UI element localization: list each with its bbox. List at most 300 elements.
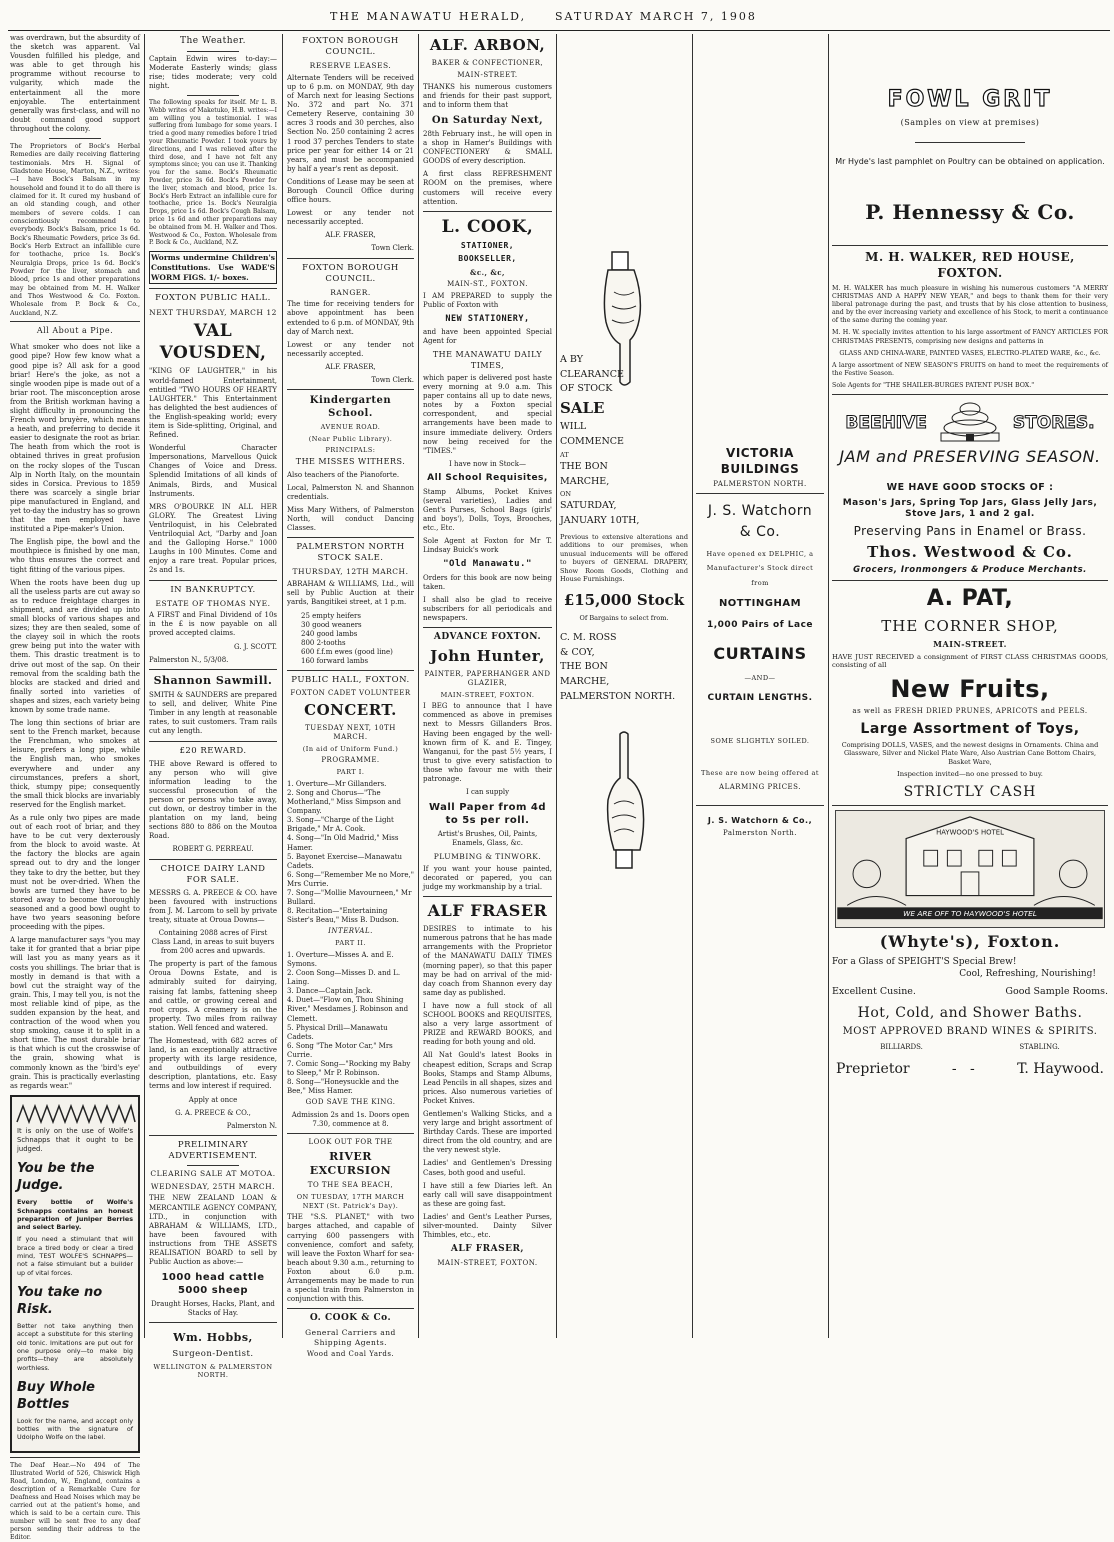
programme-item: 8. Song—"Honeysuckle and the Bee," Miss Hamer. bbox=[287, 1078, 399, 1096]
bargains-text: Of Bargains to select from. bbox=[579, 613, 669, 622]
sale-line: AT bbox=[560, 450, 569, 459]
article-text: was overdrawn, but the absurdity of the sketch was apparent. Val Vousden fulfilled his pledge, and was able to get through his programme without recourse to vulgarity, which made the entertainment all the more enjoyable. The entertainment generally was first-class, and will no doubt command good support throughout the colony. bbox=[10, 34, 140, 133]
hunter-list: Artist's Brushes, Oil, Paints, Enamels, Glass, &c. bbox=[437, 830, 538, 848]
divider bbox=[49, 138, 101, 139]
pipe-paragraph: When the roots have been dug up all the useless parts are cut away so as to reduce freightage charges in shipment, and are divided up into small blocks of various shapes and sizes; they are then sealed, some of the clayey soil in which the roots grew being put into the water with them. This drastic treatment is to drive out most of the sap. On their removal from the scalding bath the blocks are stacked and dried and finally sorted into varieties of shapes and sizes, each variety being known by some trade name. bbox=[10, 578, 140, 714]
nottingham: NOTTINGHAM bbox=[718, 597, 802, 609]
pipe-paragraph: A large manufacturer says "you may take it for granted that a briar pipe will last you as many years as it costs you shillings. The briar that is mostly in demand is that with a bowl cut the straight way of the grain. This, I may tell you, is not the most reliable kind of pipe, as the sudden expansion by the heat, and contraction of the wood when you stop smoking, cause it to split in a short time. The most durable briar is that which is cut the crosswise of the grain, showing what is commonly known as the 'bird's eye' grain. This is practically everlasting as regards wear." bbox=[10, 936, 140, 1090]
val-text: MRS O'BOURKE IN ALL HER GLORY. The Greatest Living Ventriloquist, in his Celebrated Ventriloquial Act, "Darby and Joan and the Galloping Horse." 1000 Laughs in 100 Minutes. Come and enjoy a rare treat. Popular prices, 2s and 1s. bbox=[149, 502, 277, 575]
pipe-paragraph: The English pipe, the bowl and the mouthpiece is finished by one man, who thus ensures the correct and tight fitting of the various pipes. bbox=[10, 538, 140, 574]
offered-line: These are now being offered at bbox=[701, 769, 819, 778]
bc-signature: ALF. FRASER, bbox=[325, 231, 376, 240]
fruits-sub: as well as FRESH DRIED PRUNES, APRICOTS and PEELS. bbox=[852, 707, 1088, 716]
fraser-title: ALF FRASER bbox=[427, 901, 548, 921]
bc-text: Lowest or any tender not necessarily accepted. bbox=[287, 209, 414, 227]
part-1-heading: PART I. bbox=[336, 768, 365, 777]
deaf-notice: The Deaf Hear.—No 494 of The Illustrated World of 526, Chiswick High Road, London, W., England, contains a description of a Remarkable Cure for Deafness and Head Noises which may be carried out at the patient's home, and which is said to be a certain cure. This number will be sent free to any deaf person sending their address to the Editor. bbox=[10, 1461, 140, 1542]
programme-item: 5. Bayonet Exercise—Manawatu Cadets. bbox=[287, 852, 403, 870]
lcook-book: "Old Manawatu." bbox=[443, 559, 532, 570]
dairy-signature: G. A. PREECE & CO., bbox=[175, 1108, 251, 1117]
pipe-paragraph: The long thin sections of briar are sent to the French market, because the Frenchman, who smokes at leisure, prefers a long pipe, while the English man, who smokes everywhere and under any circumstances, prefers a short, thick, stumpy pipe; consequently the small thick blocks are invariably reserved for the English market. bbox=[10, 719, 140, 809]
river-text: THE "S.S. PLANET," with two barges attached, and capable of carrying 600 passengers with convenience, comfort and safety, will leave the Foxton Wharf for sea-beach about 9.30 a.m., returning to Foxton about 6.0 p.m. Arrangements may be made to run a special train from Palmerston in conjunction with this. bbox=[287, 1213, 414, 1304]
cuisine-row bbox=[832, 986, 1108, 998]
ross-line: C. M. ROSS bbox=[560, 631, 617, 643]
programme-part-2 bbox=[287, 951, 414, 1097]
kindergarten-heading: Kindergarten School. bbox=[309, 395, 392, 420]
concert-hall: PUBLIC HALL, FOXTON. bbox=[291, 675, 410, 686]
programme-item: 7. Comic Song—"Rocking my Baby to Sleep," Mr P. Robinson. bbox=[287, 1060, 411, 1078]
lcook-text: Sole Agent at Foxton for Mr T. Lindsay Buick's work bbox=[423, 537, 552, 555]
baths-line: Hot, Cold, and Shower Baths. bbox=[857, 1004, 1083, 1021]
fraser-text: All Nat Gould's latest Books in cheapest edition, Scraps and Scrap Books, Stamps and Stamp Albums, Lead Pencils in all shapes, sizes and prices. Also numerous varieties of Pocket Knives. bbox=[423, 1051, 552, 1105]
beehive-banner bbox=[832, 401, 1108, 445]
pans-line: Preserving Pans in Enamel or Brass. bbox=[853, 523, 1087, 538]
dairy-text: The Homestead, with 682 acres of land, is an exceptionally attractive property with its large residence, and outbuildings of every description, plantations, etc. Easy terms and low interest if required. bbox=[149, 1037, 277, 1091]
proprietor-label: Preprietor bbox=[836, 1060, 910, 1077]
reward-signature: ROBERT G. PERREAU. bbox=[172, 845, 254, 854]
divider bbox=[696, 493, 824, 494]
proprietor-name: T. Haywood. bbox=[1017, 1060, 1104, 1077]
jam-heading: JAM and PRESERVING SEASON. bbox=[839, 447, 1101, 467]
walker-text: GLASS AND CHINA-WARE, PAINTED VASES, ELECTRO-PLATED WARE, &c., &c. bbox=[839, 349, 1101, 357]
rooms-text: Good Sample Rooms. bbox=[1005, 986, 1108, 998]
lcook-text: I AM PREPARED to supply the Public of Foxton with bbox=[423, 291, 552, 309]
fraser-text: Ladies' and Gentlemen's Dressing Cases, both good and useful. bbox=[423, 1159, 552, 1177]
bc2-heading: FOXTON BOROUGH COUNCIL. bbox=[302, 262, 399, 284]
wolfe-schnapps-ad bbox=[10, 1095, 140, 1453]
hyde-text: Mr Hyde's last pamphlet on Poultry can be obtained on application. bbox=[835, 156, 1105, 166]
hunter-text: I BEG to announce that I have commenced as above in premises next to Messrs Gillanders Bros. Having been engaged by the well-known firm of K. and E. Tingey, Wanganui, for the past 5½ years, I trust to give every satisfaction to those who favour me with their patronage. bbox=[423, 702, 552, 783]
divider bbox=[49, 339, 101, 340]
concert-title: CONCERT. bbox=[304, 701, 397, 720]
divider bbox=[832, 580, 1108, 581]
lcook-school: All School Requisites, bbox=[427, 472, 548, 483]
pipe-paragraph: As a rule only two pipes are made out of each root of briar, and they have to be cut very dexterously from the block to avoid waste. At the factory the blocks are again spread out to dry and the longer they take to dry the better, but they must not be over-dried. When the bowls are turned they have to be stored away to become thoroughly seasoned and a good bowl ought to have two years seasoning before proceeding with the pipes. bbox=[10, 814, 140, 932]
stabling-text: STABLING. bbox=[1019, 1042, 1060, 1051]
divider bbox=[149, 580, 277, 581]
divider bbox=[832, 245, 1108, 246]
column-1 bbox=[10, 34, 140, 1542]
hall-date: NEXT THURSDAY, MARCH 12 bbox=[149, 307, 277, 317]
hunter-sub: PAINTER, PAPERHANGER AND GLAZIER, bbox=[424, 669, 551, 687]
beehive-word: BEEHIVE bbox=[845, 413, 927, 434]
worms-ad: Worms undermine Children's Constitutions. Use WADE'S WORM FIGS. 1/- boxes. bbox=[149, 251, 277, 284]
sale-text: Previous to extensive alterations and additions to our premises, when unusual inducements will be offered to buyers of GENERAL DRAPERY, Show Room Goods, Clothing and House Furnishings. bbox=[560, 532, 688, 584]
dairy-text: The property is part of the famous Oroua Downs Estate, and is admirably suited for dairying, raising fat lambs, fattening sheep and cattle, or growing cereal and root crops. A creamery is on the property. Two miles from railway station. Well fenced and watered. bbox=[149, 960, 277, 1032]
divider bbox=[187, 1165, 238, 1166]
hobbs-role: Surgeon-Dentist. bbox=[172, 1348, 254, 1359]
divider bbox=[287, 537, 414, 538]
divider bbox=[187, 95, 238, 96]
stock-item: 160 forward lambs bbox=[301, 656, 369, 665]
ross-line: THE BON bbox=[560, 661, 608, 673]
bc-text: Conditions of Lease may be seen at Borough Council Office during office hours. bbox=[287, 177, 414, 205]
programme-item: 2. Coon Song—Misses D. and L. Laing. bbox=[287, 969, 401, 987]
jars-line: Mason's Jars, Spring Top Jars, Glass Jelly Jars, Stove Jars, 1 and 2 gal. bbox=[842, 497, 1098, 520]
sale-line: OF STOCK bbox=[560, 383, 613, 395]
spacer bbox=[696, 34, 824, 444]
billiards-text: BILLIARDS. bbox=[880, 1042, 923, 1051]
nzloan-text: THE NEW ZEALAND LOAN & MERCANTILE AGENCY COMPANY, LTD., in conjunction with ABRAHAM & WILLIAMS, LTD., have been favoured with instructions from THE ASSETS REALISATION BOARD to sell by Public Auction as above:— bbox=[149, 1194, 277, 1267]
and-line: —AND— bbox=[744, 674, 776, 683]
ross-line: PALMERSTON NORTH. bbox=[560, 690, 676, 702]
walker-text: M. H. W. specially invites attention to his large assortment of FANCY ARTICLES FOR CHRISTMAS PRESENTS, comprising new designs and patterns in bbox=[832, 329, 1108, 345]
bc-text: Alternate Tenders will be received up to 6 p.m. on MONDAY, 9th day of March next for leasing Sections No. 372 and part No. 371 Cemetery Reserve, containing 30 acres 3 roods and 30 perches, also Section No. 250 containing 2 acres 1 rood 37 perches Tenders to state price per year for either 14 or 21 years, and must be accompanied by half a year's rent as deposit. bbox=[287, 73, 414, 173]
kindergarten-text: Also teachers of the Pianoforte. bbox=[287, 470, 400, 479]
divider bbox=[915, 142, 1025, 143]
wolfe-heading: You be the Judge. bbox=[17, 1161, 95, 1194]
cattle-line: 1000 head cattle bbox=[161, 1272, 265, 1284]
cook-sub: General Carriers and Shipping Agents. bbox=[305, 1327, 396, 1347]
masthead bbox=[0, 0, 1114, 32]
column-3 bbox=[287, 34, 414, 1359]
kindergarten-principals: PRINCIPALS: bbox=[325, 446, 376, 454]
column-rule bbox=[418, 34, 419, 1338]
stock-item: 30 good weaners bbox=[301, 620, 362, 629]
victoria-place: PALMERSTON NORTH. bbox=[713, 480, 807, 489]
hunter-address: MAIN-STREET, FOXTON. bbox=[440, 690, 535, 699]
divider bbox=[696, 805, 824, 806]
wolfe-heading: You take no Risk. bbox=[17, 1285, 103, 1318]
pipe-paragraph: What smoker who does not like a good pipe? How few know what a good pipe is? All ask for a good briar! Here's the joke, as not a single wooden pipe is made out of a briar root. The misconception arose from the British workman having a slight difficulty in pronouncing the French word bruyère, which means a heath, and preferring to decide it easier to designate the root as briar. The heath from which the root is obtained thrives in great profusion on the rocky slopes of the Tuscan Alp in North Italy, on the mountain sides in Corsica. Previous to 1859 there was scarcely a single briar pipe manufactured in England, and yet to-day the industry has so grown that the men employed have instituted a Pipe-maker's Union. bbox=[10, 343, 140, 534]
divider bbox=[149, 1135, 277, 1136]
estate-place: Palmerston N., 5/3/08. bbox=[149, 655, 229, 664]
watchorn-from: from bbox=[751, 578, 769, 587]
horses-text: Draught Horses, Hacks, Plant, and Stacks of Hay. bbox=[151, 1300, 275, 1318]
arbon-address: MAIN-STREET. bbox=[457, 70, 518, 79]
cuisine-text: Excellent Cusine. bbox=[832, 986, 916, 998]
motoa-date: WEDNESDAY, 25TH MARCH. bbox=[150, 1181, 276, 1191]
sale-line: WILL bbox=[560, 421, 587, 433]
column-7 bbox=[832, 34, 1108, 1338]
king-line: GOD SAVE THE KING. bbox=[305, 1098, 396, 1107]
toys-text: Comprising DOLLS, VASES, and the newest designs in Ornaments. China and Glassware, Silver and Nickel Plate Ware, Also Austrian Cane Bottom Chairs, Basket Ware, bbox=[841, 740, 1099, 766]
fowl-grit-sub: (Samples on view at premises) bbox=[900, 117, 1040, 127]
walker-text: A large assortment of NEW SEASON'S FRUITS on hand to meet the requirements of the Festive Season. bbox=[832, 361, 1108, 378]
hunter-supply: I can supply bbox=[465, 788, 510, 797]
stock-item: 600 f.f.m ewes (good line) bbox=[301, 647, 393, 656]
column-6 bbox=[696, 34, 824, 1338]
spacer bbox=[832, 34, 1108, 84]
goodstock-line: WE HAVE GOOD STOCKS OF : bbox=[886, 482, 1054, 494]
fraser-text: I have still a few Diaries left. An early call will save disappointment as these are going fast. bbox=[423, 1181, 552, 1208]
arbon-text: THANKS his numerous customers and friends for their past support, and to inform them that bbox=[423, 82, 552, 109]
sale-line: MARCHE, bbox=[560, 475, 610, 487]
hobbs-title: Wm. Hobbs, bbox=[173, 1331, 253, 1345]
toys-heading: Large Assortment of Toys, bbox=[860, 720, 1080, 737]
lcook-new: NEW STATIONERY, bbox=[445, 313, 530, 324]
wolfe-heading: Buy Whole Bottles bbox=[17, 1379, 95, 1412]
cash-heading: STRICTLY CASH bbox=[903, 783, 1037, 800]
hunter-wallpaper: Wall Paper from 4d to 5s per roll. bbox=[428, 802, 547, 827]
fowl-grit-heading: FOWL GRIT bbox=[887, 87, 1053, 112]
dairy-heading: CHOICE DAIRY LAND FOR SALE. bbox=[160, 863, 266, 885]
bock-notice: The Proprietors of Bock's Herbal Remedies are daily receiving flattering testimonials. Mrs H. Signal of Gladstone House, Marton, N.Z., writes:—I have Bock's Balsam in my household and found it to do all there is claimed for it. It cured my husband of an old standing cough, and other members of severe colds. I can conscientiously recommend to everybody. Bock's Balsam, price 1s 6d. Bock's Rheumatic Powders, price 3s 6d. Bock's Herb Extract an infallible cure for toothache, price 1s. Bock's Neuralgia Drops, price 1s 6d. Bock's Powder for the liver, stomach and blood, price 1s and other preparations may be obtained from M. H. Walker and Thos Westwood & Co. Foxton. Wholesale from P. Bock & Co., Auckland, N.Z. bbox=[10, 142, 140, 317]
val-vousden-title: VAL VOUSDEN, bbox=[159, 321, 267, 364]
lengths-line: CURTAIN LENGTHS. bbox=[707, 692, 813, 703]
wolfe-text: If you need a stimulant that will brace a tired body or clear a tired mind, TEST WOLFE'S SCHNAPPS—not a false stimulant but a builder up of vital forces. bbox=[17, 1235, 133, 1277]
lcook-sub: &c., &c, bbox=[470, 267, 505, 277]
hunter-title: John Hunter, bbox=[430, 647, 545, 666]
divider bbox=[149, 1322, 277, 1323]
sale-line: THE BON bbox=[560, 460, 608, 472]
kindergarten-text: Local, Palmerston N. and Shannon credentials. bbox=[287, 483, 414, 502]
curtains-heading: CURTAINS bbox=[713, 643, 807, 663]
divider bbox=[832, 394, 1108, 395]
divider bbox=[832, 805, 1108, 806]
estate-signature: G. J. SCOTT. bbox=[233, 642, 277, 651]
weather-text: Captain Edwin wires to-day:—Moderate Easterly winds; glass rise; tides moderate; very cold night. bbox=[149, 54, 277, 90]
stock-item: 240 good lambs bbox=[301, 629, 358, 638]
walker-text: Sole Agents for "THE SHAILER-BURGES PATENT PUSH BOX." bbox=[832, 382, 1035, 390]
watchorn-opened: Have opened ex DELPHIC, a bbox=[706, 549, 814, 558]
divider bbox=[187, 51, 238, 52]
column-rule bbox=[556, 34, 557, 1338]
programme-item: 1. Overture—Misses A. and E. Symons. bbox=[287, 950, 394, 968]
val-text: Wonderful Character Impersonations, Marvellous Quick Changes of Voice and Dress. Splendid Imitations of all kinds of Animals, Birds, and Musical Instruments. bbox=[149, 444, 277, 498]
bc2-text: The time for receiving tenders for above appointment has been extended to 6 p.m. of MONDAY, 9th day of March next. bbox=[287, 300, 414, 336]
sawmill-text: SMITH & SAUNDERS are prepared to sell, and deliver, White Pine Timber in any length at reasonable rates, to suit customers. Tram rails cut any length. bbox=[149, 691, 277, 736]
motoa-heading: CLEARING SALE AT MOTOA. bbox=[150, 1168, 276, 1178]
cook-yards: Wood and Coal Yards. bbox=[306, 1350, 395, 1359]
billiards-row bbox=[832, 1043, 1108, 1052]
bankruptcy-heading: IN BANKRUPTCY. bbox=[170, 584, 256, 595]
main-street: MAIN-STREET. bbox=[933, 639, 1007, 650]
lcook-sub: STATIONER, bbox=[460, 240, 515, 250]
divider bbox=[287, 670, 414, 671]
sale-line: A BY bbox=[560, 354, 583, 365]
lcook-text: and have been appointed Special Agent for bbox=[423, 328, 552, 346]
column-2 bbox=[149, 34, 277, 1380]
bon-marche-ad bbox=[560, 353, 688, 704]
hunter-text: If you want your house painted, decorated or papered, you can judge my workmanship by a trial. bbox=[423, 865, 552, 892]
walker-text: M. H. WALKER has much pleasure in wishing his numerous customers "A MERRY CHRISTMAS AND A HAPPY NEW YEAR," and begs to thank them for their very liberal patronage during the past, and trusts that by his close attention to business, and by the ever increasing variety and excellence of his Stock, to merit a continuance of the same during the coming year. bbox=[832, 284, 1108, 325]
pointing-hand-icon bbox=[594, 734, 654, 869]
proprietor-dashes: - - bbox=[951, 1060, 975, 1077]
dairy-text: Apply at once bbox=[188, 1095, 238, 1104]
weather-heading: The Weather. bbox=[179, 36, 247, 46]
beehive-icon bbox=[935, 401, 1005, 445]
programme-item: 2. Song and Chorus—"The Motherland," Miss Simpson and Company. bbox=[287, 788, 401, 816]
stock-sale-text: ABRAHAM & WILLIAMS, Ltd., will sell by Public Auction at their yards, Bangitikei street, at 1 p.m. bbox=[287, 580, 414, 607]
hennessy-heading: P. Hennessy & Co. bbox=[865, 200, 1075, 225]
divider bbox=[423, 627, 552, 628]
concert-date: TUESDAY NEXT, 10TH MARCH. bbox=[305, 723, 396, 741]
ornament-border-icon bbox=[17, 1102, 135, 1124]
programme-item: 3. Song—"Charge of the Light Brigade," Mr A. Cook. bbox=[287, 816, 394, 834]
sale-line: CLEARANCE bbox=[560, 368, 624, 380]
sale-heading: SALE bbox=[560, 399, 605, 418]
dairy-text: MESSRS G. A. PREECE & CO. have been favoured with instructions from J. M. Larcom to sell by private treaty, situate at Oroua Downs— bbox=[149, 888, 277, 924]
divider bbox=[287, 389, 414, 390]
fraser-text: I have now a full stock of all SCHOOL BOOKS and REQUISITES, also a very large assortment of PRIZE and REWARD BOOKS, and reading for both young and old. bbox=[423, 1001, 552, 1047]
programme-item: 6. Song "The Motor Car," Mrs Currie. bbox=[287, 1041, 393, 1059]
lcook-paper: THE MANAWATU DAILY TIMES, bbox=[432, 350, 543, 370]
river-date: ON TUESDAY, 17TH MARCH NEXT (St. Patrick's Day). bbox=[296, 1193, 405, 1210]
prices-line: ALARMING PRICES. bbox=[719, 783, 801, 792]
river-title: RIVER EXCURSION bbox=[309, 1149, 392, 1178]
reward-text: THE above Reward is offered to any person who will give information leading to the successful prosecution of the person or persons who take away, cut down, or destroy timber in the plantation on my land, being sections 880 to 886 on the Moutoa Road. bbox=[149, 759, 277, 841]
watchorn-title: J. S. Watchorn bbox=[707, 503, 813, 520]
fraser-address: MAIN-STREET, FOXTON. bbox=[437, 1258, 538, 1267]
bc-sub: RESERVE LEASES. bbox=[309, 61, 392, 71]
stock-sale-date: THURSDAY, 12TH MARCH. bbox=[292, 567, 409, 577]
column-rule bbox=[692, 34, 693, 1338]
masthead-rule bbox=[8, 30, 1110, 31]
kindergarten-text: Miss Mary Withers, of Palmerston North, will conduct Dancing Classes. bbox=[287, 506, 414, 533]
corner-heading: THE CORNER SHOP, bbox=[881, 616, 1059, 635]
column-rule bbox=[144, 34, 145, 1338]
hobbs-place: WELLINGTON & PALMERSTON NORTH. bbox=[153, 1362, 273, 1380]
sale-line: COMMENCE bbox=[560, 436, 624, 448]
stores-word: STORES. bbox=[1012, 413, 1095, 434]
lcook-sub: BOOKSELLER, bbox=[458, 254, 517, 264]
victoria-title: VICTORIA BUILDINGS bbox=[720, 446, 800, 476]
arbon-text: A first class REFRESHMENT ROOM on the premises, where customers will receive every attention. bbox=[423, 170, 552, 206]
sale-line: JANUARY 10TH, bbox=[560, 515, 640, 527]
pipe-heading: All About a Pipe. bbox=[36, 325, 114, 335]
watchorn-place: Palmerston North. bbox=[722, 828, 798, 837]
fruits-heading: New Fruits, bbox=[890, 675, 1050, 704]
admission-text: Admission 2s and 1s. Doors open 7.30, commence at 8. bbox=[291, 1110, 410, 1128]
masthead-title: THE MANAWATU HERALD, bbox=[330, 10, 527, 23]
divider bbox=[423, 896, 552, 897]
bc2-text: Lowest or any tender not necessarily accepted. bbox=[287, 340, 414, 358]
advance-foxton: ADVANCE FOXTON. bbox=[433, 632, 542, 643]
river-look: LOOK OUT FOR THE bbox=[308, 1137, 393, 1146]
divider bbox=[149, 669, 277, 670]
lcook-text: I shall also be glad to receive subscribers for all periodicals and newspapers. bbox=[423, 596, 552, 623]
interval-heading: INTERVAL. bbox=[328, 927, 373, 936]
hotel-sign: HAYWOOD'S HOTEL bbox=[936, 828, 1004, 837]
whytes-heading: (Whyte's), Foxton. bbox=[879, 932, 1061, 952]
programme-item: 1. Overture—Mr Gillanders. bbox=[287, 779, 387, 788]
divider bbox=[287, 1308, 414, 1309]
programme-item: 6. Song—"Remember Me no More," Mrs Currie. bbox=[287, 870, 414, 888]
val-text: "KING OF LAUGHTER," in his world-famed Entertainment, entitled "TWO HOURS OF HEARTY LAUGHTER." This Entertainment has delighted the best audiences of the English-speaking world; every item is Side-splitting, Original, and Refined. bbox=[149, 367, 277, 440]
westwood-heading: Thos. Westwood & Co. bbox=[867, 542, 1073, 561]
sale-line: ON bbox=[560, 490, 572, 499]
fraser-text: Gentlemen's Walking Sticks, and a very large and bright assortment of Birthday Cards. These are imported direct from the old country, and are the very newest style. bbox=[423, 1109, 552, 1155]
estate-text: A FIRST and Final Dividend of 10s in the £ is now payable on all proved accepted claims. bbox=[149, 611, 277, 638]
lcook-title: L. COOK, bbox=[441, 216, 534, 237]
fraser-text: DESIRES to intimate to his numerous patrons that he has made arrangements with the Proprietor of the MANAWATU DAILY TIMES (morning paper), so that this paper may be had on arrival of the mid-day coach from Shannon every day same day as published. bbox=[423, 925, 552, 997]
cook-title: O. COOK & Co. bbox=[309, 1313, 392, 1324]
bc-role: Town Clerk. bbox=[371, 244, 414, 253]
programme-item: 7. Song—"Mollie Mavourneen," Mr Bullard. bbox=[287, 889, 412, 907]
lcook-text: Stamp Albums, Pocket Knives (several varieties), Ladies and Gent's Purses, School Bags (girls' and boys'), Dolls, Toys, Brooches, etc., Etc. bbox=[423, 487, 552, 532]
kindergarten-address: AVENUE ROAD. bbox=[320, 423, 381, 432]
ross-line: MARCHE, bbox=[560, 675, 610, 687]
part-2-heading: PART II. bbox=[335, 939, 366, 948]
pairs-line: 1,000 Pairs of Lace bbox=[706, 619, 814, 630]
reward-heading: £20 REWARD. bbox=[179, 745, 247, 756]
divider bbox=[423, 211, 552, 212]
lcook-address: MAIN-ST., FOXTON. bbox=[447, 279, 528, 288]
divider bbox=[10, 321, 140, 322]
arbon-title: ALF. ARBON, bbox=[429, 36, 546, 54]
wines-line: MOST APPROVED BRAND WINES & SPIRITS. bbox=[842, 1025, 1098, 1037]
ross-line: & COY, bbox=[560, 646, 595, 658]
hall-heading: FOXTON PUBLIC HALL. bbox=[155, 293, 271, 304]
column-5 bbox=[560, 34, 688, 1338]
lcook-text: Orders for this book are now being taken. bbox=[423, 573, 552, 592]
column-rule bbox=[828, 34, 829, 1338]
dairy-place: Palmerston N. bbox=[226, 1121, 277, 1130]
proprietor-row bbox=[832, 1060, 1108, 1078]
watchorn-manu: Manufacturer's Stock direct bbox=[706, 564, 814, 573]
stock-amount: £15,000 Stock bbox=[563, 591, 685, 610]
column-4 bbox=[423, 34, 552, 1338]
wolfe-text: Look for the name, and accept only bottles with the signature of Udolpho Wolfe on the label. bbox=[17, 1416, 133, 1442]
testimonial-text: The following speaks for itself. Mr L. B. Webb writes of Maketuko, H.B. writes:—I am willing you a testimonial. I was suffering from lumbago for some years. I tried a good many remedies before I tried your Rheumatic Powder. I took yours by directions, and I was relieved after the third dose, and I have not felt any symptoms since; you can use it. Thanking you for the same. Bock's Rheumatic Powder, price 3s 6d. Bock's Powder for the liver, stomach and blood, price 1s. Bock's Herb Extract an infallible cure for toothache, price 1s. Bock's Neuralgia Drops, price 1s 6d. Bock's Cough Balsam, price 1s 6d and other preparations may be obtained from M. H. Walker and Thos. Westwood & Co., Foxton. Wholesale from P. Bock & Co., Auckland, N.Z. bbox=[149, 99, 277, 247]
stock-item: 25 empty heifers bbox=[301, 611, 361, 620]
soiled-line: SOME SLIGHTLY SOILED. bbox=[710, 736, 810, 745]
inspection-text: Inspection invited—no one pressed to buy. bbox=[897, 770, 1043, 779]
divider bbox=[287, 258, 414, 259]
walker-heading: M. H. WALKER, RED HOUSE, FOXTON. bbox=[865, 250, 1075, 280]
bc2-role: Town Clerk. bbox=[371, 376, 414, 385]
programme-item: 5. Physical Drill—Manawatu Cadets. bbox=[287, 1023, 388, 1041]
stock-list bbox=[287, 612, 414, 667]
wolfe-text: Every bottle of Wolfe's Schnapps contains an honest preparation of Juniper Berries and select Barley. bbox=[17, 1198, 133, 1232]
divider bbox=[149, 741, 277, 742]
programme-part-1 bbox=[287, 780, 414, 926]
programme-item: 3. Dance—Captain Jack. bbox=[287, 987, 373, 996]
prelim-heading: PRELIMINARY ADVERTISEMENT. bbox=[168, 1139, 258, 1161]
concert-cadet: FOXTON CADET VOLUNTEER bbox=[290, 689, 411, 698]
stock-sale-heading: PALMERSTON NORTH STOCK SALE. bbox=[296, 542, 405, 564]
spacer bbox=[832, 171, 1108, 197]
programme-item: 4. Song—"In Old Madrid," Miss Hamer. bbox=[287, 834, 399, 852]
programme-heading: PROGRAMME. bbox=[321, 756, 380, 765]
lcook-stock: I have now in Stock— bbox=[449, 459, 526, 468]
fraser-signature: ALF FRASER, bbox=[450, 1244, 525, 1255]
bc-heading: FOXTON BOROUGH COUNCIL. bbox=[302, 36, 399, 58]
divider bbox=[287, 1133, 414, 1134]
river-sub: TO THE SEA BEACH, bbox=[307, 1181, 394, 1190]
lcook-text: which paper is delivered post haste every morning at 9.0 a.m. This paper contains all up to date news, notes by a Foxton special correspondent, and special arrangements have been made to insure immediate delivery. Orders now being received for the "TIMES." bbox=[423, 373, 552, 455]
arbon-sub: BAKER & CONFECTIONER, bbox=[431, 58, 544, 67]
bc2-sub: RANGER. bbox=[330, 287, 371, 297]
wolfe-intro: It is only on the use of Wolfe's Schnapps that it ought to be judged. bbox=[17, 1126, 133, 1153]
grocers-line: Grocers, Ironmongers & Produce Merchants. bbox=[853, 565, 1087, 576]
plumbing-heading: PLUMBING & TINWORK. bbox=[433, 852, 542, 862]
kindergarten-near: (Near Public Library). bbox=[308, 434, 393, 443]
masthead-date: SATURDAY MARCH 7, 1908 bbox=[555, 10, 757, 23]
divider bbox=[149, 859, 277, 860]
watchorn-co: & Co. bbox=[739, 524, 781, 541]
fraser-text: Ladies' and Gent's Leather Purses, silver-mounted. Dainty Silver Thimbles, etc., etc. bbox=[423, 1212, 552, 1240]
speights-line: For a Glass of SPEIGHT'S Special Brew! bbox=[832, 956, 1017, 967]
column-rule bbox=[282, 34, 283, 1338]
programme-item: 4. Duet—"Flow on, Thou Shining River," Mesdames J. Robinson and Clemett. bbox=[287, 996, 409, 1023]
watchorn-signature: J. S. Watchorn & Co., bbox=[707, 815, 813, 825]
sawmill-heading: Shannon Sawmill. bbox=[153, 673, 273, 687]
apat-text: HAVE JUST RECEIVED a consignment of FIRST CLASS CHRISTMAS GOODS, consisting of all bbox=[832, 652, 1108, 670]
sheep-line: 5000 sheep bbox=[177, 1285, 249, 1297]
concert-aid: (In aid of Uniform Fund.) bbox=[302, 744, 399, 753]
apat-heading: A. PAT, bbox=[926, 586, 1014, 612]
arbon-text: 28th February inst., he will open in a shop in Hamer's Buildings with CONFECTIONERY & SMALL GOODS of every description. bbox=[423, 129, 552, 166]
hotel-illustration bbox=[835, 810, 1105, 928]
hotel-banner-text: WE ARE OFF TO HAYWOOD'S HOTEL bbox=[903, 909, 1037, 919]
dairy-text: Containing 2088 acres of First Class Land, in areas to suit buyers from 200 acres and upwards. bbox=[151, 928, 275, 956]
wolfe-text: Better not take anything then accept a substitute for this sterling old tonic. Imitations are put out for one purpose only—to make big profits—they are absolutely worthless. bbox=[17, 1321, 133, 1372]
kindergarten-names: THE MISSES WITHERS. bbox=[295, 457, 406, 467]
sale-line: SATURDAY, bbox=[560, 500, 617, 512]
cool-line: Cool, Refreshing, Nourishing! bbox=[959, 968, 1096, 979]
